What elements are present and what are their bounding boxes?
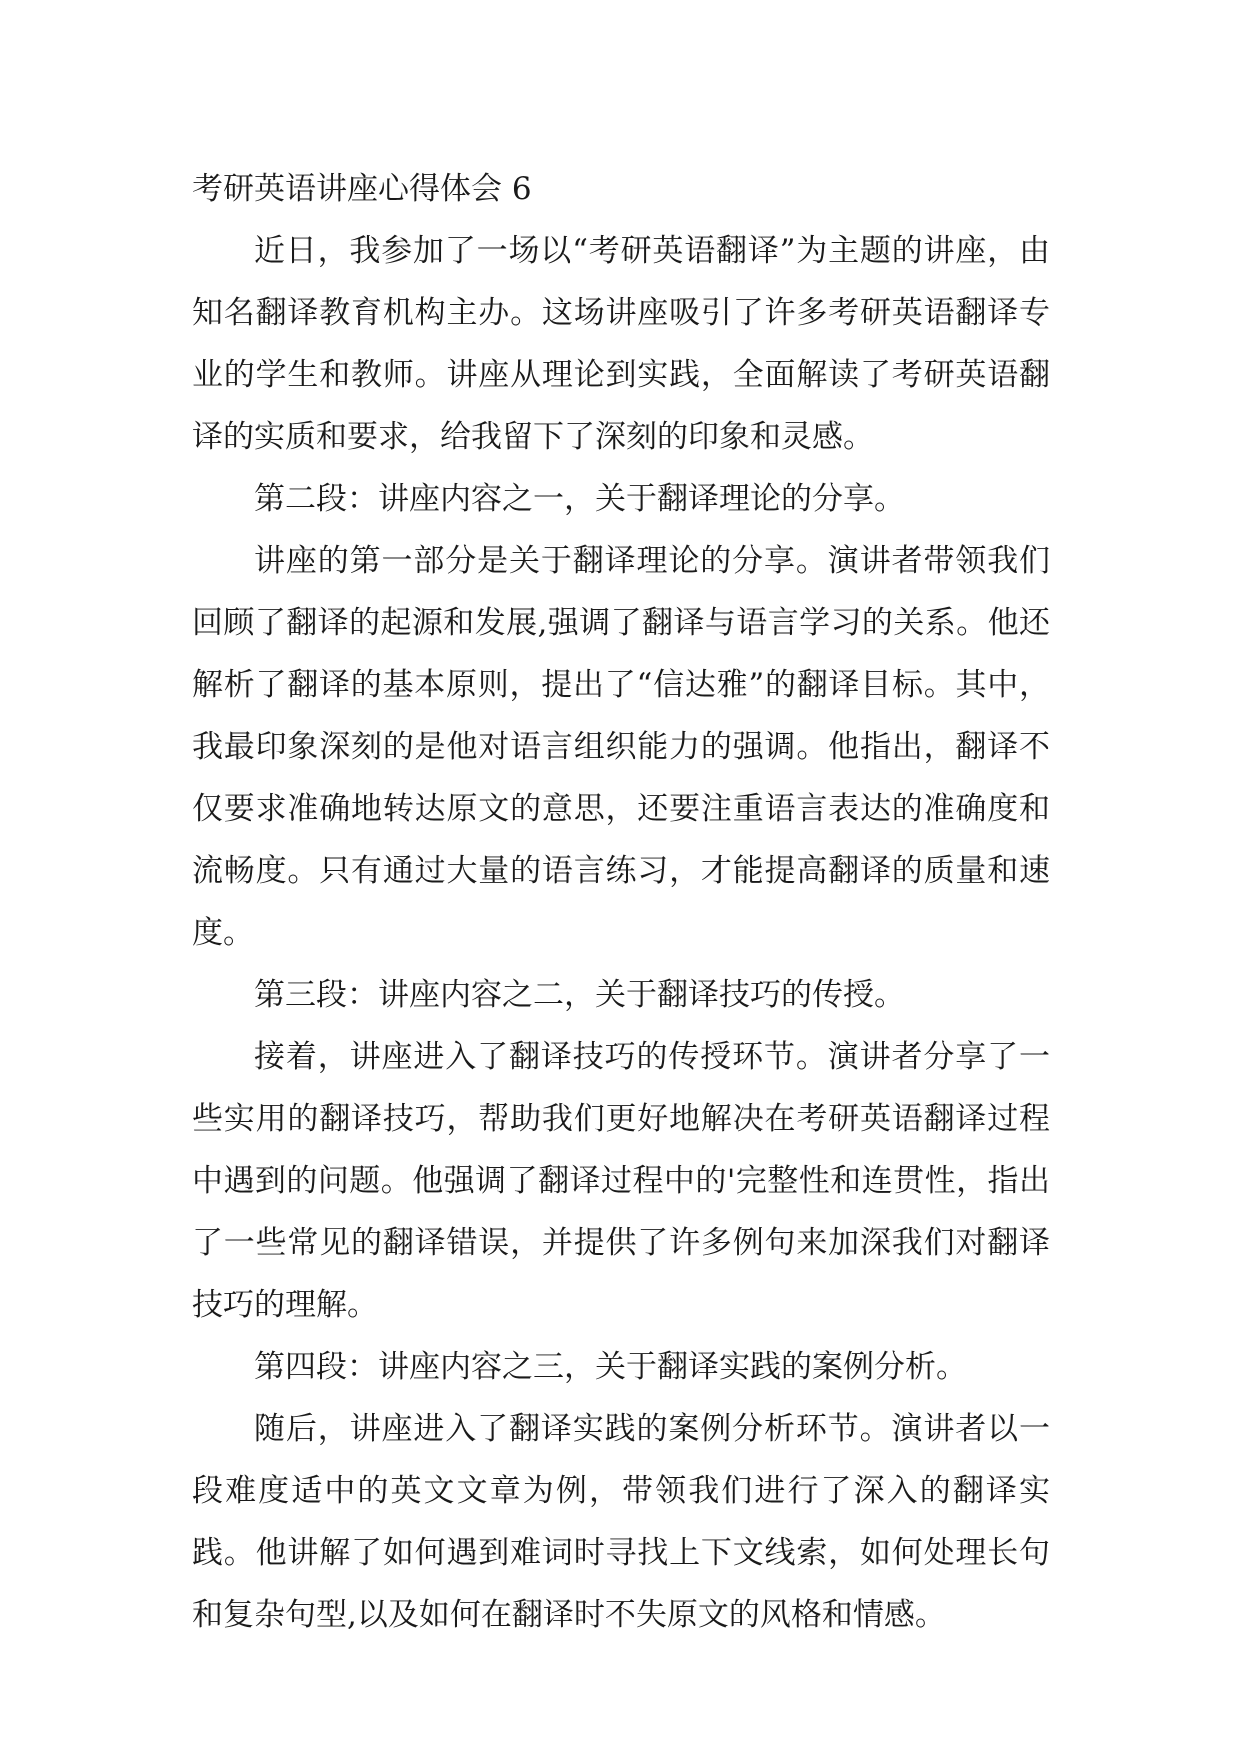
section-3-heading: 第三段：讲座内容之二，关于翻译技巧的传授。 xyxy=(254,977,905,1013)
document-body xyxy=(192,158,1050,1646)
document-title: 考研英语讲座心得体会 6 xyxy=(192,171,532,207)
section-2-paragraph: 讲座的第一部分是关于翻译理论的分享。演讲者带领我们回顾了翻译的起源和发展,强调了翻译与语言学习的关系。他还解析了翻译的基本原则，提出了“信达雅”的翻译目标。其中，我最印象深刻的是他对语言组织能力的强调。他指出，翻译不仅要求准确地转达原文的意思，还要注重语言表达的准确度和流畅度。只有通过大量的语言练习，才能提高翻译的质量和速度。 xyxy=(192,543,1050,951)
section-4-paragraph: 随后，讲座进入了翻译实践的案例分析环节。演讲者以一段难度适中的英文文章为例，带领我们进行了深入的翻译实践。他讲解了如何遇到难词时寻找上下文线索，如何处理长句和复杂句型,以及如何在翻译时不失原文的风格和情感。 xyxy=(192,1411,1050,1633)
intro-paragraph: 近日，我参加了一场以“考研英语翻译”为主题的讲座，由知名翻译教育机构主办。这场讲座吸引了许多考研英语翻译专业的学生和教师。讲座从理论到实践，全面解读了考研英语翻译的实质和要求，给我留下了深刻的印象和灵感。 xyxy=(192,233,1050,455)
section-4-heading: 第四段：讲座内容之三，关于翻译实践的案例分析。 xyxy=(254,1349,967,1385)
section-3-paragraph: 接着，讲座进入了翻译技巧的传授环节。演讲者分享了一些实用的翻译技巧，帮助我们更好地解决在考研英语翻译过程中遇到的问题。他强调了翻译过程中的'完整性和连贯性，指出了一些常见的翻译错误，并提供了许多例句来加深我们对翻译技巧的理解。 xyxy=(192,1039,1050,1323)
section-2-heading: 第二段：讲座内容之一，关于翻译理论的分享。 xyxy=(254,481,905,517)
